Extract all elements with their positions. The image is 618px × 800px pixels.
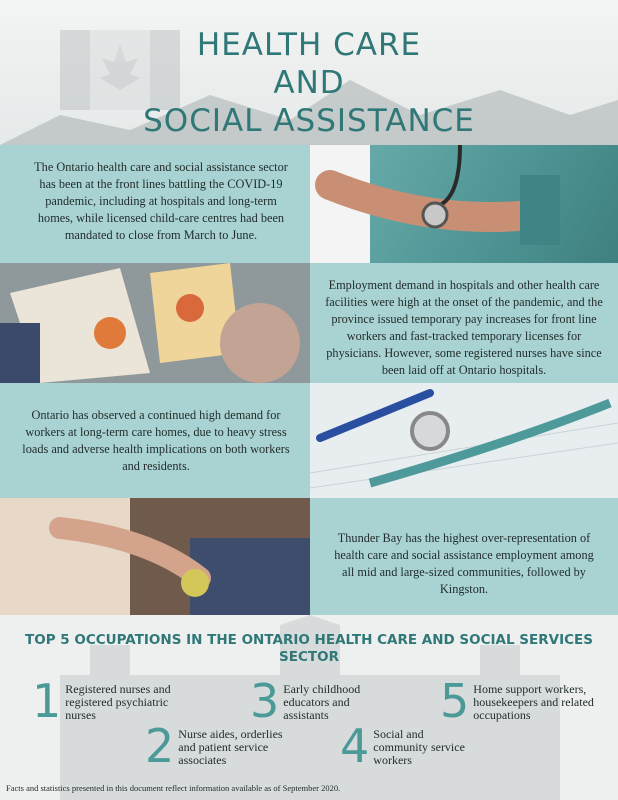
occupation-label: Nurse aides, orderlies and patient service associates [178, 727, 283, 767]
occupation-item-1 [32, 674, 192, 728]
section-text: Ontario has observed a continued high demand for workers at long-term care homes, due to heavy stress loads and adverse health implications on both workers and residents. [22, 408, 290, 473]
occupation-label: Social and community service workers [373, 727, 465, 767]
occupation-number: 2 [145, 719, 175, 773]
occupation-item-4 [340, 719, 480, 773]
occupation-number: 1 [32, 674, 62, 728]
title-line-1: HEALTH CARE [196, 27, 422, 63]
occupation-label: Home support workers, housekeepers and related occupations [473, 682, 594, 722]
section-text: The Ontario health care and social assistance sector has been at the front lines battling the COVID-19 pandemic, including at hospitals and long-term homes, while licensed child-care centres had been mandated to close from March to June. [34, 160, 288, 242]
section-text: Employment demand in hospitals and other health care facilities were high at the onset of the pandemic, and the province issued temporary pay increases for front line workers and fast-tracked temporary licenses for physicians. However, some registered nurses have since been laid off at Ontario hospitals. [325, 278, 603, 377]
occupation-item-5 [440, 674, 610, 728]
occupation-number: 4 [340, 719, 370, 773]
section-covid-frontlines [0, 145, 310, 263]
page-title [0, 26, 618, 140]
occupation-label: Early childhood educators and assistants [283, 682, 361, 722]
doctor-stethoscope-photo [310, 145, 618, 263]
section-long-term-care [0, 383, 310, 498]
occupation-item-3 [250, 674, 390, 728]
occupation-number: 3 [250, 674, 280, 728]
occupations-title: TOP 5 OCCUPATIONS IN THE ONTARIO HEALTH CARE AND SOCIAL SERVICES SECTOR [25, 632, 593, 665]
holding-hands-photo [0, 498, 310, 615]
occupation-item-2 [145, 719, 295, 773]
section-employment-demand [310, 263, 618, 383]
header-banner [0, 0, 618, 145]
title-line-3: SOCIAL ASSISTANCE [143, 103, 475, 139]
children-book-photo [0, 263, 310, 383]
occupation-label: Registered nurses and registered psychiatric nurses [65, 682, 171, 722]
occupation-number: 5 [440, 674, 470, 728]
section-text: Thunder Bay has the highest over-representation of health care and social assistance employment among all mid and large-sized communities, followed by Kingston. [334, 531, 594, 596]
section-thunder-bay [310, 498, 618, 615]
footer-note: Facts and statistics presented in this document reflect information available as of September 2020. [6, 783, 341, 793]
stethoscope-pen-photo [310, 383, 618, 498]
title-line-2: AND [273, 65, 345, 101]
